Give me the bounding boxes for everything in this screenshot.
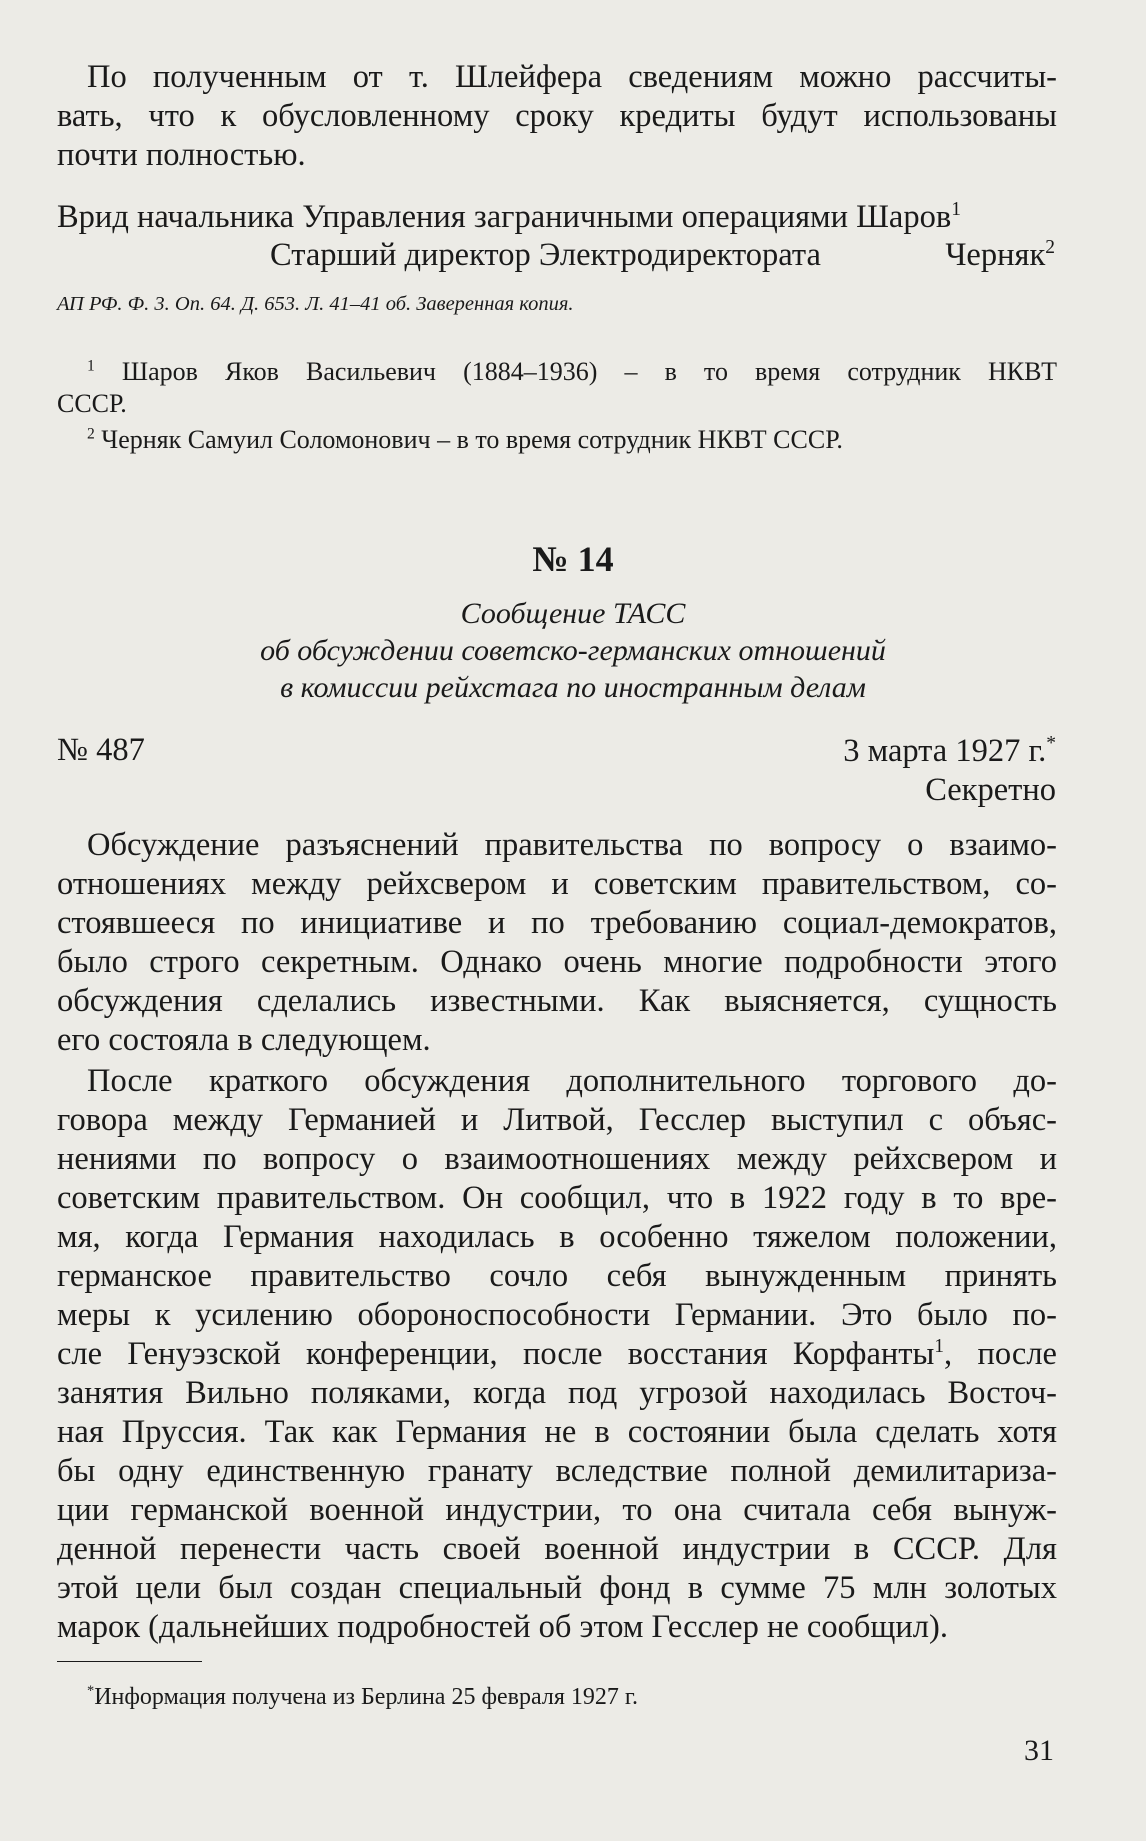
footnote-2: $^2$ Черняк Самуил Соломонович – в то время сотрудник НКВТ СССР. xyxy=(87,425,843,454)
signature-line-1: Врид начальника Управления заграничными операциями Шаров$^1$ xyxy=(57,199,961,235)
document-title-line: об обсуждении советско-германских отношений xyxy=(260,634,886,667)
page-number: 31 xyxy=(1024,1734,1054,1767)
signature-line-2: Старший директор Электродиректората Черняк$^2$ xyxy=(270,237,1055,273)
text-line: По полученным от т. Шлейфера сведениям можно рассчиты- xyxy=(87,59,1057,95)
document-date-block: 3 марта 1927 г.* Секретно xyxy=(843,733,1056,808)
document-title-line: в комиссии рейхстага по иностранным делам xyxy=(280,671,866,704)
classification-mark: Секретно xyxy=(925,772,1056,808)
footnote-divider xyxy=(57,1661,202,1662)
text-line: почти полностью. xyxy=(57,137,306,173)
archive-source-note: АП РФ. Ф. 3. Оп. 64. Д. 653. Л. 41–41 об. Заверенная копия. xyxy=(57,293,574,315)
text-line: вать, что к обусловленному сроку кредиты будут использованы xyxy=(57,98,1057,134)
intro-paragraph xyxy=(57,58,1057,175)
registration-number: № 487 xyxy=(57,732,145,768)
footnote-1: $^1$ Шаров Яков Васильевич (1884–1936) – в то время сотрудник НКВТ СССР. xyxy=(57,357,1058,418)
document-number: № 14 xyxy=(532,539,614,579)
paragraph-2: После краткого обсуждения дополнительного торгового до- говора между Германией и Литвой, Гесслер выступил с объяс- нениями по вопросу о взаимоотношениях между рейхсвером и советским правительством. Он сообщил, что в 1922 году в то вре- мя, когда Германия находилась в особенно тяжелом положении, германское правительство сочло себя вынужденным принять меры к усилению обороноспособности Германии. Это было по- сле Генуэзской конференции, после восстания Корфанты$^1$, после занятия Вильно поляками, когда под угрозой находилась Восточ- ная Пруссия. Так как Германия не в состоянии была сделать хотя бы одну единственную гранату вследствие полной демилитариза- ции германской военной индустрии, то она считала себя вынуж- денной перенести часть своей военной индустрии в СССР. Для этой цели был создан специальный фонд в сумме 75 млн золотых марок (дальнейших подробностей об этом Гесслер не сообщил). xyxy=(57,1063,1057,1645)
paragraph-1: Обсуждение разъяснений правительства по вопросу о взаимо- отношениях между рейхсвером и советским правительством, со- стоявшееся по инициативе и по требованию социал-демократов, было строго секретным. Однако очень многие подробности этого обсуждения сделались известными. Как выясняется, сущность его состояла в следующем. xyxy=(57,827,1057,1058)
document-date: 3 марта 1927 г. xyxy=(843,733,1047,769)
text-line-with-footnote: сле Генуэзской конференции, после восстания Корфанты$^1$, после xyxy=(57,1336,1057,1372)
bottom-footnote: *Информация получена из Берлина 25 февраля 1927 г. xyxy=(87,1683,638,1710)
document-title-line: Сообщение ТАСС xyxy=(460,597,686,630)
